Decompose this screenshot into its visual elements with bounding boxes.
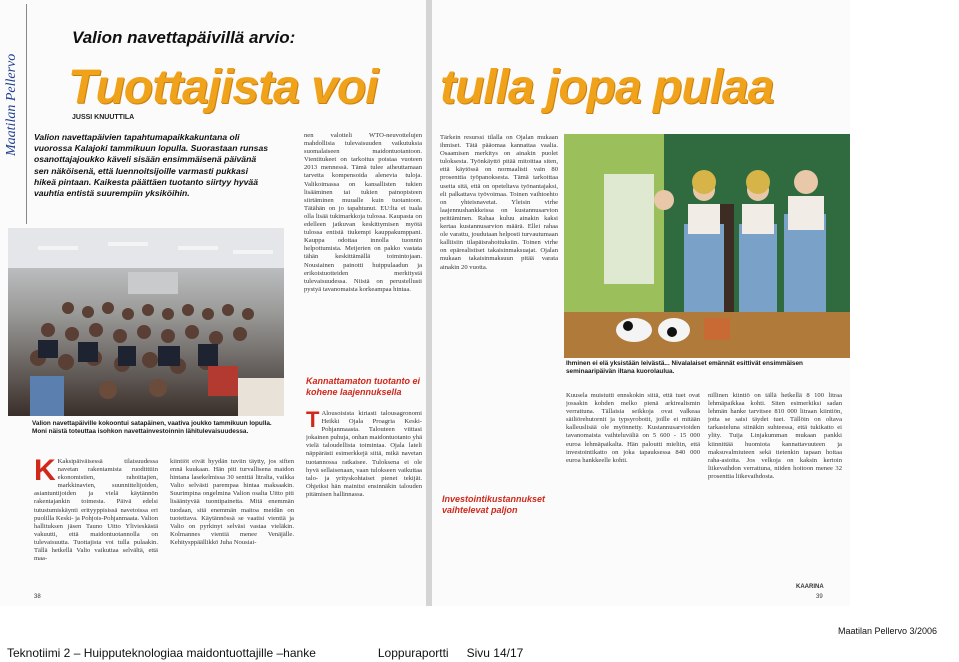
magazine-page-left xyxy=(0,0,426,606)
body-column-d: Tärkein resurssi tilalla on Ojalan mukaan ihmiset. Tätä pääomaa kannattaa vaalia. Osaamisen merkitys on ainakin puolet tuloksesta. Työnkäyttö pitää mitoittaa siten, että käytössä on normaalisti vain 80 prosenttia työpanoksesta. Tämä tarkoittaa useita sitä, että on opeteltava työnantajaksi, eli palkattava työvoimaa. Toinen vaihtoehto on yhteisnavetat. Yleisin virhe laajennushankkeissa on kustannusarvion peittäminen. Rahaa kuluu ainakin kaksi kertaa kustannusarvion määrä. Ellei rahaa ole varattu, joudutaan helposti turvautumaan kalliisiin tilapäisrahoituksiin. Toinen virhe on epärealistiset takaisinmaksuajat. Ojalan mukaan takaisinmaksuun pitää varata ainakin 20 vuotta. xyxy=(440,134,558,271)
report-footer xyxy=(7,646,523,660)
body-column-b: kiintiöt eivät hyydän tuviin täytty, jos siften ennä kuukaan. Hän piti turvallisena maidon hintana lasekelmissa 30 senttiä litralta, vaikka Valio selvästi parempaa hintaa maksaakin. Suurimpina ongelmina Valion osalta Uitto piti lisääntyvää tuontipainetta. Mitä enemmän tuodaan, sitä enemmän maitoa meidän on tuotettava. Käytännössä se vaatisi vientiä ja Valio on pyrkinyt selväsi vastaa vieläkin. Kolmannes vientiä menee Venäjälle. Kehitysppäällikkö Juha Nousiai- xyxy=(170,458,294,546)
audience-photo-illustration xyxy=(8,228,284,416)
article-byline: JUSSI KNUUTTILA xyxy=(72,114,135,121)
body-column-a-text: Kaksipäiväisessä tilaisuudessa navetan rakentamista ruoditttiin ekonomistien, rahoittajien, markkinavien, suunnittelijoiden, asiantuntijoiden ja vielä käytännön rakentajankin toimesta. Päivä edelsi tutustumiskäynti erityyppisissä navetoissa eri puolilla Keski- ja Pohjois-Pohjanmaata. Valion hallituksen jäsen Tauno Uitto Ylivieskästä vakuutti, että maidontuotannolla on tulevaisuutta. Tuottajista voi tulla pulaakin. Tällä hetkellä Valio vaikuttaa selvältä, että maa- xyxy=(34,458,158,563)
page-number-right: 39 xyxy=(816,594,823,600)
body-column-e-text: Alousoisista kiriasti talousagronomi Heikki Ojala Proagria Keski-Pohjanmaasta. Talouteen viittasi jokainen puhuja, onhan maidontuotanto yhä vielä taloudellista toimintaa. Ojala lateli näppärästi esimerkkejä siitä, mikä navetan tuotannossa ratkaisee. Tuloksena ei ole hyvä sellaisenaan, vaan tulokseen vaikuttaa talo- ja yrityskohtaiset pienet tekijät. Ohjeiksi hän mainitsi ensinnäkin talouden pitämisen hallinnassa. xyxy=(306,410,422,498)
choir-photo-illustration xyxy=(564,134,850,358)
article-kicker: Valion navettapäivillä arvio: xyxy=(72,28,296,47)
body-column-e xyxy=(306,410,422,586)
page-number-left: 38 xyxy=(34,594,41,600)
footer-project: Teknotiimi 2 – Huipputeknologiaa maidontuottajille –hanke xyxy=(7,646,316,660)
headline-left: Tuottajista voi xyxy=(68,61,378,114)
magazine-page-right xyxy=(432,0,850,606)
article-lead: Valion navettapäivien tapahtumapaikkakuntana oli vuorossa Kalajoki tammikuun lopulla. Suorastaan runsas osanottajajoukko käveli sisään ensimmäisenä päivänä sen näköisenä, että luennoitsijoille varmasti pukkasi hikeä pintaan. Kaikesta päättäen tuotanto siirtyy hyvää vauhtia entistä suurempiin yksiköihin. xyxy=(34,132,269,199)
footer-report: Loppuraportti xyxy=(377,646,449,660)
magazine-vertical-label: Maatilan Pellervo xyxy=(4,53,19,157)
subhead-kannattamaton: Kannattamaton tuotanto ei kohene laajennuksella xyxy=(306,376,420,397)
body-column-a xyxy=(34,458,158,586)
body-column-g: nillinen kiintiö on tällä hetkellä 8 100 litraa lehmäpaikkaa kohti. Siten esimerkiksi sadan lehmän hanke tarvitsee 810 000 litraan kiintiön, jotta se saisi täydet tuet. Tällöin on oltava tarkasteluna siinäkin suhteessa, että tukikatto ei ylity. Tuija Linjakumman mukaan pankki kiinnittää huomiota kannattavuuteen ja maksuvalmiuteen sekä tietenkin tapaan hoitaa raha-asioita. Jos velkoja on kaksin kertoin liikevaihdon verrattuna, niiden hoitoon menee 32 prosenttia liikevaihdosta. xyxy=(708,392,842,480)
choir-photo xyxy=(564,134,850,358)
dropcap-k: K xyxy=(34,458,56,487)
caption-choir: Ihminen ei elä yksistään leivästä... Nivalalaiset emännät esittivät ensimmäisen seminaaripäivän iltana kuorolaulua. xyxy=(566,360,803,375)
source-caption: Maatilan Pellervo 3/2006 xyxy=(838,626,938,636)
body-column-d-cont xyxy=(440,384,558,488)
dropcap-t: T xyxy=(306,410,320,432)
vertical-divider xyxy=(26,4,27,224)
audience-photo xyxy=(8,228,284,416)
body-column-f: Kuusela muistutti ennskokin siitä, että tuet ovat jossakin kohden melko pienä arkirealismin verrattuna. Tällaisia seikkoja ovat valkeaa säiliörehutornit ja typsyrobotit, joille ei mitään kalleuslisää ole myönnetty. Kustannusarvioiden tavanomaista vaihteluväliä on 5 600 - 15 000 euroa lehmäpaikalta. Hän paloutti mieliin, että investointikatto on joka tapauksessa 840 000 euroa hankkeelle kohti. xyxy=(566,392,700,464)
subhead-investointikustannukset: Investointikustannukset vaihtelevat paljon xyxy=(442,494,546,515)
issue-mark: KAARINA xyxy=(796,584,824,590)
headline-right: tulla jopa pulaa xyxy=(440,61,774,114)
body-column-c: nen valotteli WTO-neuvottelujen mahdollisia tulevaisuuden vaikutuksia suomalaiseen maidontuotantoon. Vientitukeet on tarkoitus poistaa vuoteen 2013 mennessä. Tämä tulee aiheuttamaan tarvetta kompensoida alenevia tuloja. Valikoimassa on kansallisten tukien lisääminen tai tukien painopisteen siirtäminen muualle kuin tuotantoon. Tätähän on jo tapahtunut. EU:lta ei tuala olla lisää tukimarkkoja tulossa. Kaupasta on edelleen jatkuvan keskittymisen myötä tulossa entistä tiukempi kauppakumppani. Kauppa odottaa innolla tuonnin helpottumista. Meijerien on pakko vastata tähän keskittämällä toimintojaan. Nousiainen painotti huippulaadun ja erikoistuotteiden merkitystä tulevaisuudessa. Niistä on perustellusti pystyä tavanomaista korkeampaa hintaa. xyxy=(304,132,422,293)
footer-page: Sivu 14/17 xyxy=(466,646,524,660)
caption-audience: Valion navettapäiville kokoontui satapäinen, vaativa joukko tammikuun lopulla. Moni näistä toteuttaa isohkon navettainvestoinnin lähitulevaisuudessa. xyxy=(32,420,272,435)
